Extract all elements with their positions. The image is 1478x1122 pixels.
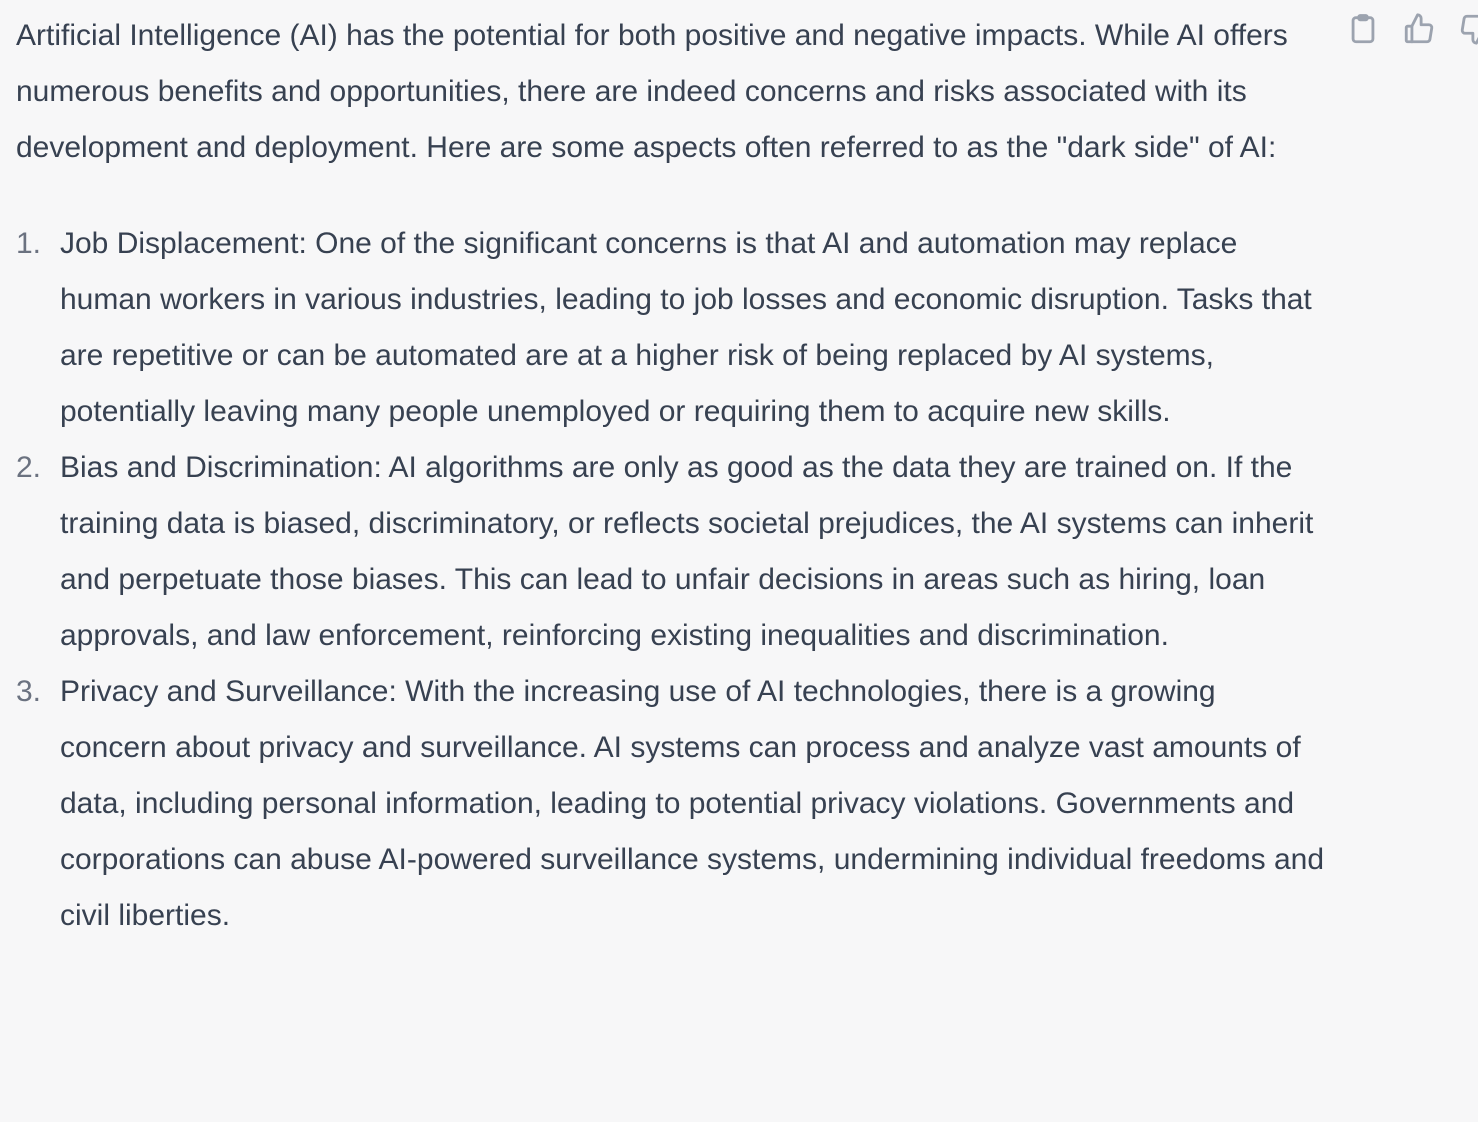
list-item (16, 216, 1326, 440)
list-item-text: Privacy and Surveillance: With the increasing use of AI technologies, there is a growing concern about privacy and surveillance. AI systems can process and analyze vast amounts of data, including personal information, leading to potential privacy violations. Governments and corporations can abuse AI-powered surveillance systems, undermining individual freedoms and civil liberties. (60, 675, 1325, 932)
list-item-text: Job Displacement: One of the significant concerns is that AI and automation may replace human workers in various industries, leading to job losses and economic disruption. Tasks that are repetitive or can be automated are at a higher risk of being replaced by AI systems, potentially leaving many people unemployed or requiring them to acquire new skills. (60, 227, 1312, 428)
message-intro: Artificial Intelligence (AI) has the potential for both positive and negative impacts. While AI offers numerous benefits and opportunities, there are indeed concerns and risks associated with its development and deployment. Here are some aspects often referred to as the "dark side" of AI: (16, 19, 1288, 164)
list-item (16, 664, 1326, 944)
thumbs-down-button[interactable] (1458, 12, 1478, 46)
list-number: 1. (16, 227, 42, 260)
assistant-message (16, 8, 1326, 944)
copy-button[interactable] (1346, 12, 1380, 46)
list-number: 3. (16, 675, 42, 708)
list-item-text: Bias and Discrimination: AI algorithms are only as good as the data they are trained on. If the training data is biased, discriminatory, or reflects societal prejudices, the AI systems can inherit and perpetuate those biases. This can lead to unfair decisions in areas such as hiring, loan approvals, and law enforcement, reinforcing existing inequalities and discrimination. (60, 451, 1314, 652)
concerns-list (16, 216, 1326, 944)
thumbs-up-icon (1402, 12, 1436, 46)
list-number: 2. (16, 451, 42, 484)
thumbs-down-icon (1458, 12, 1478, 46)
message-actions (1346, 12, 1478, 46)
list-item (16, 440, 1326, 664)
thumbs-up-button[interactable] (1402, 12, 1436, 46)
clipboard-icon (1346, 12, 1380, 46)
